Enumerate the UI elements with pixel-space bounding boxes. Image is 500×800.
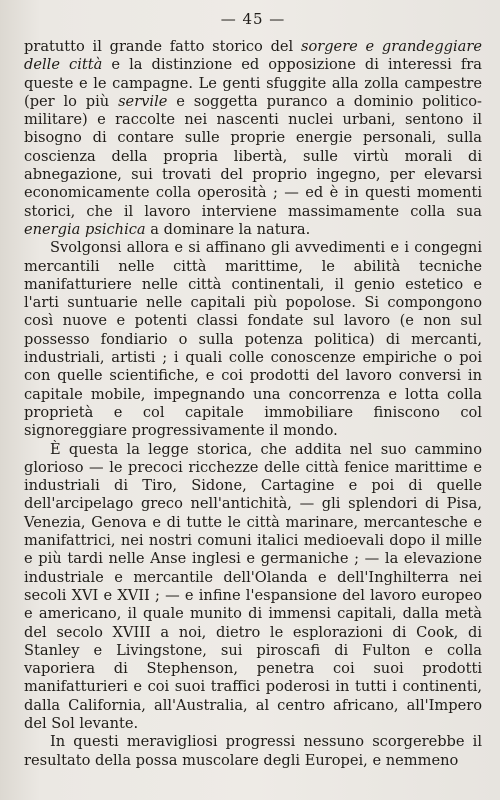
italic-segment: sorgere e grandeggiare delle città	[24, 38, 482, 74]
paragraph-2	[24, 239, 482, 440]
paragraph-4	[24, 733, 482, 770]
paragraph-1	[24, 38, 482, 239]
text-segment: È questa la legge storica, che addita nel suo cammino glorioso — le precoci ricchezze delle città fenice marittime e industriali di Tiro, Sidone, Cartagine e poi di quelle dell'arcipelago greco nell'antichità, — gli splendori di Pisa, Venezia, Genova e di tutte le città marinare, mercantesche e manifattrici, nei nostri comuni italici medioevali dopo il mille e più tardi nelle Anse inglesi e germaniche ; — la elevazione industriale e mercantile dell'Olanda e dell'Inghilterra nei secoli XVI e XVII ; — e infine l'espansione del lavoro europeo e americano, il quale munito di immensi capitali, dalla metà del secolo XVIII a noi, dietro le esplorazioni di Cook, di Stanley e Livingstone, sui piroscafi di Fulton e colla vaporiera di Stephenson, penetra coi suoi prodotti manifatturieri e coi suoi traffici poderosi in tutti i continenti, dalla California, all'Australia, al centro africano, all'Impero del Sol levante.	[24, 440, 482, 732]
body-text	[24, 38, 482, 770]
italic-segment: energia psichica	[24, 220, 146, 238]
text-segment: e la distinzione ed opposizione di interessi fra queste e le campagne. Le genti sfuggite alla zolla campestre (per lo più	[24, 56, 482, 110]
text-segment: e soggetta puranco a dominio politico-militare) e raccolte nei nascenti nuclei urbani, sentono il bisogno di contare sulle proprie energie personali, sulla coscienza della propria libertà, sulle virtù morali di abnegazione, sui trovati del proprio ingegno, per elevarsi economicamente colla operosità ; — ed è in questi momenti storici, che il lavoro interviene massimamente colla sua	[24, 92, 482, 220]
paragraph-3	[24, 441, 482, 734]
text-segment: a dominare la natura.	[145, 220, 311, 238]
italic-segment: servile	[118, 92, 168, 110]
page-number: — 45 —	[220, 10, 286, 28]
text-segment: pratutto il grande fatto storico del	[24, 38, 301, 55]
text-segment: Svolgonsi allora e si affinano gli avvedimenti e i congegni mercantili nelle città marittime, le abilità tecniche manifatturiere nelle città continentali, il genio estetico e l'arti suntuarie nelle capitali più popolose. Si compongono così nuove e potenti classi fondate sul lavoro (e non sul possesso fondiario o sulla potenza politica) di mercanti, industriali, artisti ; i quali colle conoscenze empiriche o poi con quelle scientifiche, e coi prodotti del lavoro conversi in capitale mobile, impegnando una concorrenza e lotta colla proprietà e col capitale immobiliare finiscono col signoreggiare progressivamente il mondo.	[24, 239, 482, 440]
text-segment: In questi meravigliosi progressi nessuno scorgerebbe il resultato della possa muscolare degli Europei, e nemmeno	[24, 733, 482, 769]
